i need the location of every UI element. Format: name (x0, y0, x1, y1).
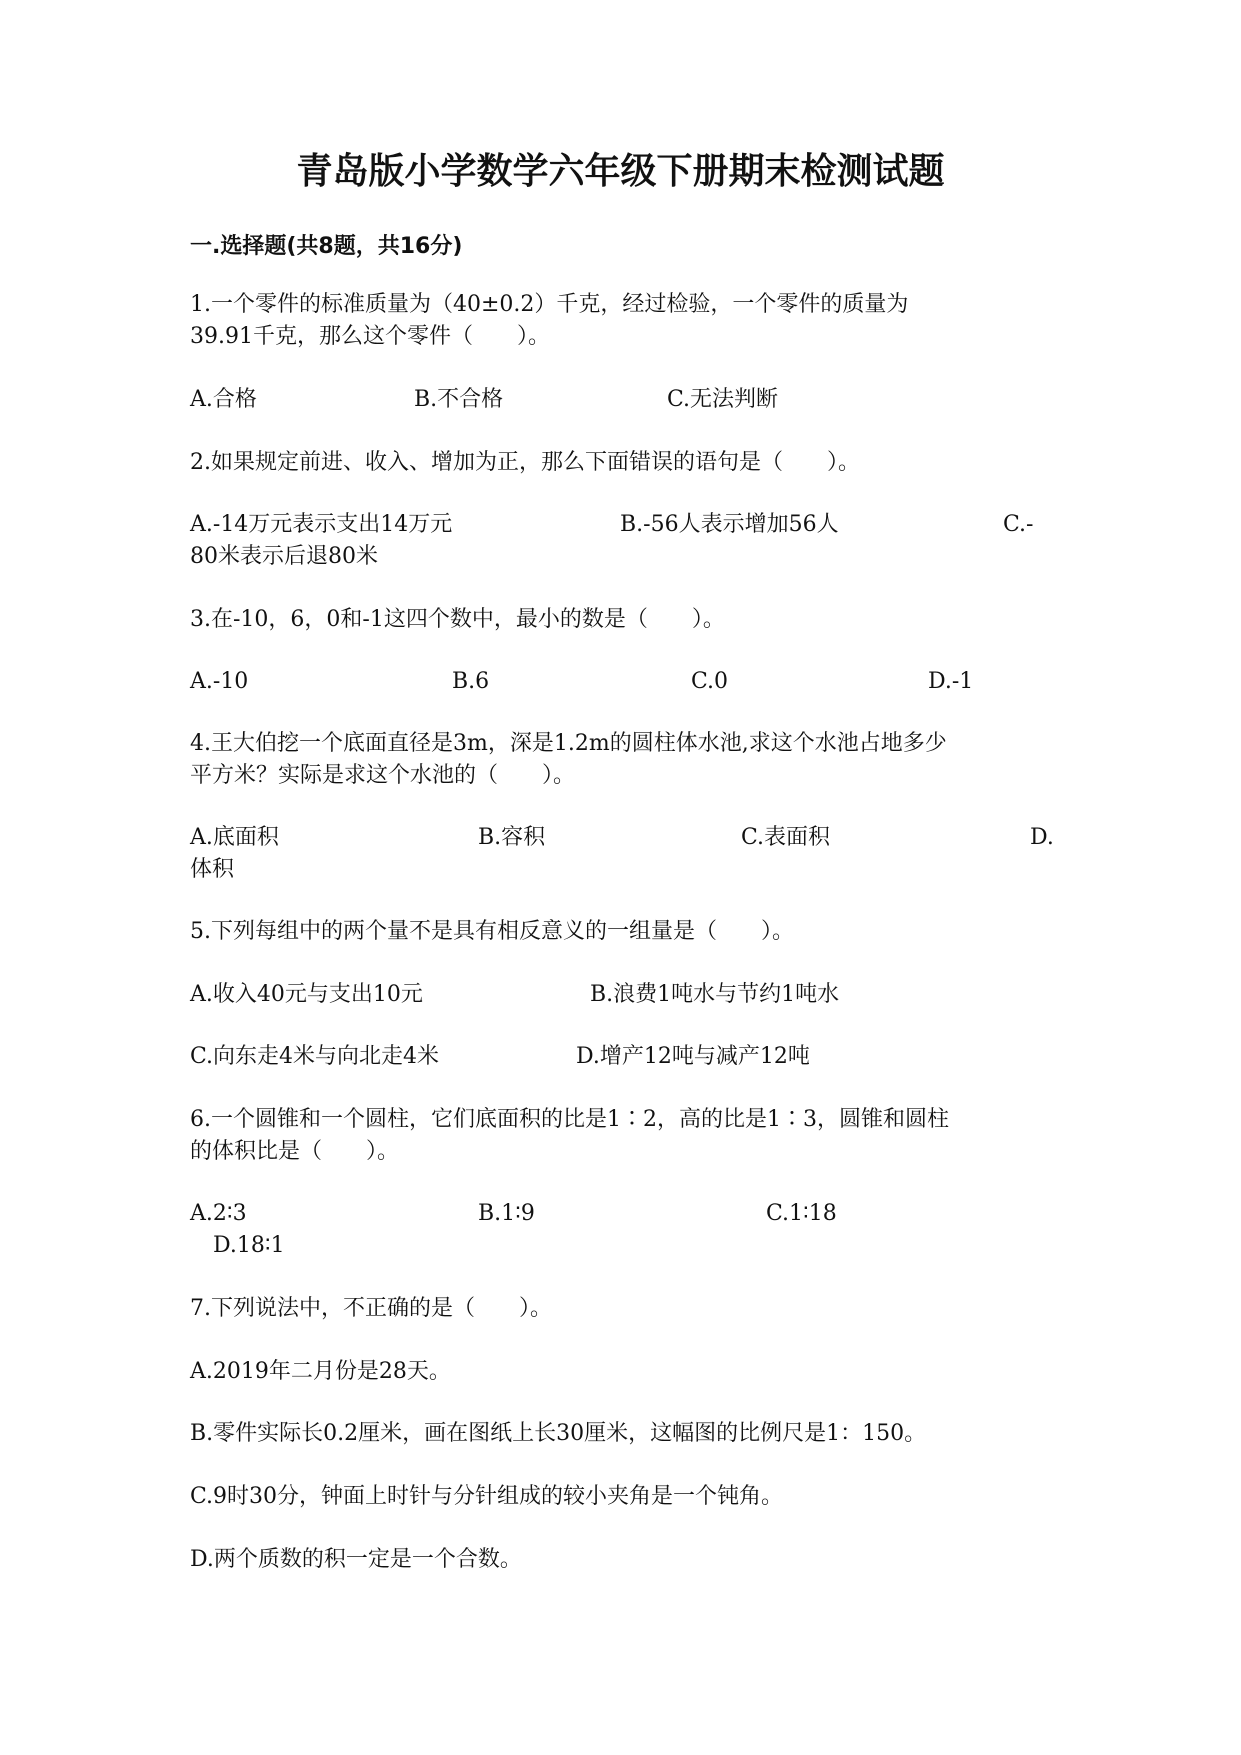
section-heading: 一.选择题(共8题，共16分) (190, 234, 463, 259)
question-6-option-d: D.18∶1 (213, 1233, 285, 1258)
question-5-option-b: B.浪费1吨水与节约1吨水 (590, 982, 840, 1007)
question-6-option-a: A.2∶3 (190, 1201, 247, 1226)
question-6-option-b: B.1∶9 (478, 1201, 535, 1226)
question-3-option-a: A.-10 (190, 669, 249, 694)
question-3-option-d: D.-1 (928, 669, 974, 694)
question-2-option-a: A.-14万元表示支出14万元 (190, 512, 453, 537)
question-4-option-b: B.容积 (478, 825, 546, 850)
question-4-stem-line-2: 平方米？实际是求这个水池的（ ）。 (190, 763, 576, 788)
question-6-stem-line-1: 6.一个圆锥和一个圆柱，它们底面积的比是1∶2，高的比是1∶3，圆锥和圆柱 (190, 1107, 949, 1132)
question-5-option-d: D.增产12吨与减产12吨 (576, 1044, 810, 1069)
question-3-option-c: C.0 (691, 669, 729, 694)
question-6-stem-line-2: 的体积比是（ ）。 (190, 1139, 400, 1164)
question-5-option-a: A.收入40元与支出10元 (190, 982, 423, 1007)
question-7-option-d: D.两个质数的积一定是一个合数。 (190, 1547, 522, 1572)
question-1-stem-line-1: 1.一个零件的标准质量为（40±0.2）千克，经过检验，一个零件的质量为 (190, 292, 909, 317)
question-7-option-a: A.2019年二月份是28天。 (190, 1359, 451, 1384)
question-5-stem-line-1: 5.下列每组中的两个量不是具有相反意义的一组量是（ ）。 (190, 919, 794, 944)
question-1-option-b: B.不合格 (414, 387, 504, 412)
question-2-option-b: B.-56人表示增加56人 (620, 512, 839, 537)
page-title: 青岛版小学数学六年级下册期末检测试题 (296, 151, 945, 192)
question-3-stem-line-1: 3.在-10，6，0和-1这四个数中，最小的数是（ ）。 (190, 607, 725, 632)
question-2-option-c-part-1: C.- (1003, 512, 1034, 537)
question-5-option-c: C.向东走4米与向北走4米 (190, 1044, 440, 1069)
question-4-option-a: A.底面积 (190, 825, 279, 850)
question-4-option-c: C.表面积 (741, 825, 831, 850)
question-7-stem-line-1: 7.下列说法中，不正确的是（ ）。 (190, 1296, 552, 1321)
question-4-stem-line-1: 4.王大伯挖一个底面直径是3m，深是1.2m的圆柱体水池,求这个水池占地多少 (190, 731, 947, 756)
question-6-option-c: C.1∶18 (766, 1201, 837, 1226)
question-1-option-c: C.无法判断 (667, 387, 779, 412)
question-4-option-d-part-2: 体积 (190, 857, 235, 882)
question-2-option-c-part-2: 80米表示后退80米 (190, 544, 378, 569)
question-4-option-d-part-1: D. (1030, 825, 1054, 850)
question-1-stem-line-2: 39.91千克，那么这个零件（ ）。 (190, 324, 550, 349)
question-1-option-a: A.合格 (190, 387, 257, 412)
question-2-stem-line-1: 2.如果规定前进、收入、增加为正，那么下面错误的语句是（ ）。 (190, 450, 860, 475)
question-7-option-c: C.9时30分，钟面上时针与分针组成的较小夹角是一个钝角。 (190, 1484, 784, 1509)
question-7-option-b: B.零件实际长0.2厘米，画在图纸上长30厘米，这幅图的比例尺是1：150。 (190, 1421, 927, 1446)
question-3-option-b: B.6 (452, 669, 490, 694)
